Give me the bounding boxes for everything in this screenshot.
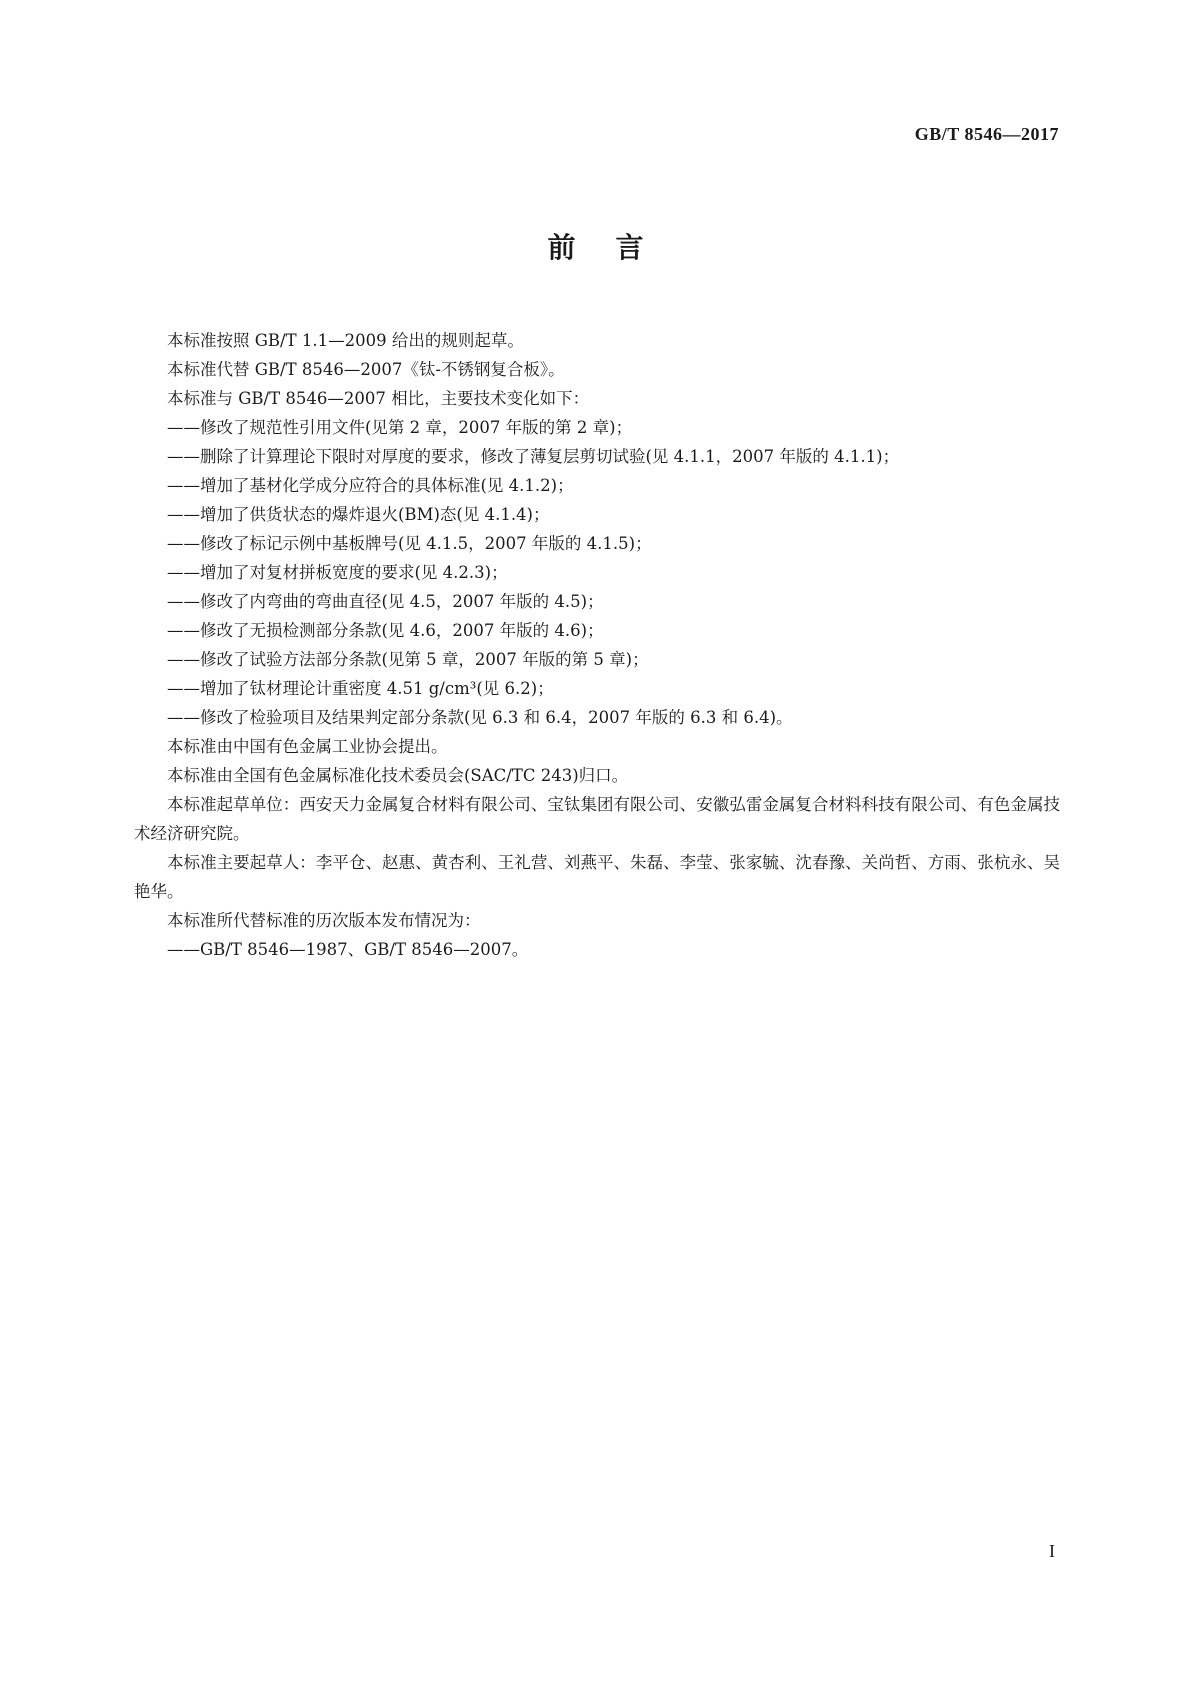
page-number: I [1049, 1541, 1055, 1561]
change-item: ——修改了无损检测部分条款(见 4.6，2007 年版的 4.6)； [167, 621, 604, 640]
paragraph: 本标准由全国有色金属标准化技术委员会(SAC/TC 243)归口。 [167, 766, 629, 785]
change-item: ——修改了规范性引用文件(见第 2 章，2007 年版的第 2 章)； [167, 418, 633, 437]
paragraph: 本标准与 GB/T 8546—2007 相比，主要技术变化如下： [167, 389, 590, 408]
change-item: ——修改了检验项目及结果判定部分条款(见 6.3 和 6.4，2007 年版的 6.3 和 6.4)。 [167, 708, 793, 727]
paragraph: 本标准主要起草人：李平仓、赵惠、黄杏利、王礼营、刘燕平、朱磊、李莹、张家毓、沈春豫、关尚哲、方雨、张杭永、吴艳华。 [134, 853, 1060, 901]
paragraph: 本标准起草单位：西安天力金属复合材料有限公司、宝钛集团有限公司、安徽弘雷金属复合材料科技有限公司、有色金属技术经济研究院。 [134, 795, 1060, 843]
change-item: ——增加了供货状态的爆炸退火(BM)态(见 4.1.4)； [167, 505, 550, 524]
standard-code: GB/T 8546—2017 [914, 124, 1059, 144]
paragraph: 本标准由中国有色金属工业协会提出。 [167, 737, 448, 756]
change-item: ——修改了标记示例中基板牌号(见 4.1.5，2007 年版的 4.1.5)； [167, 534, 652, 553]
foreword-body [134, 326, 1060, 964]
page-title: 前言 [547, 231, 684, 264]
change-item: ——修改了试验方法部分条款(见第 5 章，2007 年版的第 5 章)； [167, 650, 649, 669]
change-item: ——修改了内弯曲的弯曲直径(见 4.5，2007 年版的 4.5)； [167, 592, 604, 611]
paragraph: 本标准按照 GB/T 1.1—2009 给出的规则起草。 [167, 331, 524, 350]
change-item: ——增加了基材化学成分应符合的具体标准(见 4.1.2)； [167, 476, 574, 495]
paragraph: 本标准代替 GB/T 8546—2007《钛-不锈钢复合板》。 [167, 360, 565, 379]
paragraph: 本标准所代替标准的历次版本发布情况为： [167, 911, 481, 930]
change-item: ——删除了计算理论下限时对厚度的要求，修改了薄复层剪切试验(见 4.1.1，2007 年版的 4.1.1)； [167, 447, 900, 466]
change-item: ——增加了对复材拼板宽度的要求(见 4.2.3)； [167, 563, 508, 582]
history-item: ——GB/T 8546—1987、GB/T 8546—2007。 [167, 940, 529, 959]
change-item: ——增加了钛材理论计重密度 4.51 g/cm³(见 6.2)； [167, 679, 554, 698]
